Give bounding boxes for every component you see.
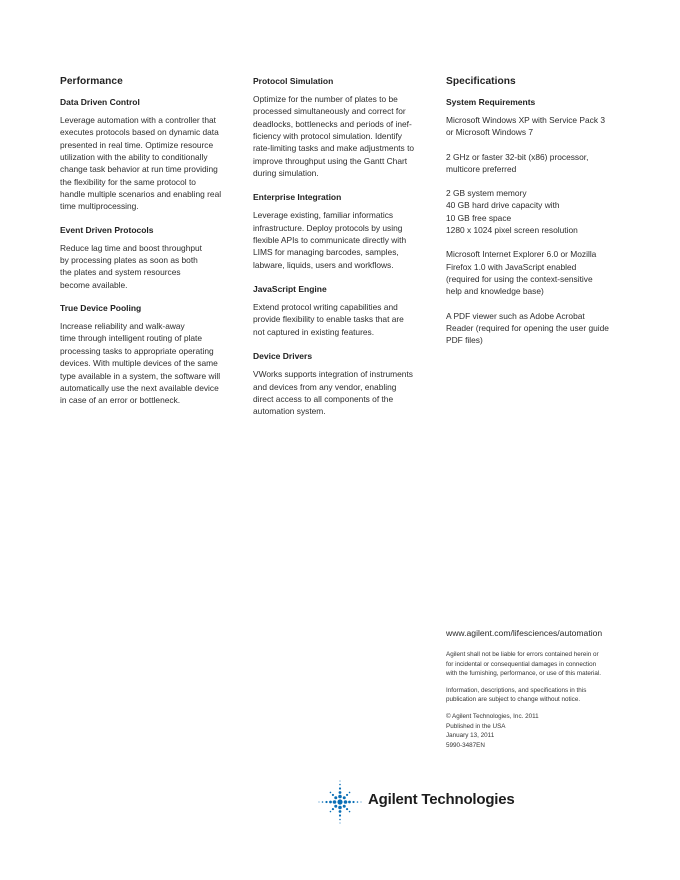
specifications-title: Specifications: [446, 76, 516, 87]
device-drivers-text: VWorks supports integration of instruments and devices from any vendor, enabling direct access to all components of the automation system.: [253, 369, 413, 417]
event-driven-protocols-heading: Event Driven Protocols: [60, 224, 154, 235]
javascript-engine-text: Extend protocol writing capabilities and provide flexibility to enable tasks that are not captured in existing features.: [253, 302, 404, 337]
true-device-pooling-heading: True Device Pooling: [60, 303, 142, 314]
true-device-pooling-text: Increase reliability and walk-away time through intelligent routing of plate processing tasks to appropriate operating devices. With multiple devices of the same type available in a system, the software will automatically use the next available device in case of an error or bottleneck.: [60, 321, 221, 406]
event-driven-protocols-text: Reduce lag time and boost throughput by processing plates as soon as both the plates and system resources become available.: [60, 242, 203, 290]
protocol-simulation-heading: Protocol Simulation: [253, 76, 334, 86]
disclaimer: Agilent shall not be liable for errors contained herein or for incidental or consequential damages in connection with the furnishing, performance, or use of this material.: [446, 651, 602, 678]
footer: [446, 628, 646, 757]
specifications-column: [446, 74, 626, 358]
agilent-logo: [318, 780, 548, 824]
device-drivers-heading: Device Drivers: [253, 351, 313, 362]
protocol-simulation-text: Optimize for the number of plates to be processed simultaneously and correct for deadlocks, bottlenecks and periods of inef- ficiency with protocol simulation. Identify rate-limiting tasks and make adjustments to improve throughput using the Gantt Chart during simulation.: [253, 94, 415, 179]
performance-title: Performance: [60, 76, 123, 87]
enterprise-integration-heading: Enterprise Integration: [253, 192, 342, 203]
req-browser: Microsoft Internet Explorer 6.0 or Mozilla Firefox 1.0 with JavaScript enabled (required for using the context-sensitive help and knowledge base): [446, 249, 597, 297]
website-link[interactable]: www.agilent.com/lifesciences/automation: [446, 628, 603, 638]
copyright: © Agilent Technologies, Inc. 2011 Published in the USA January 13, 2011 5990-3487EN: [446, 712, 539, 749]
agilent-spark-icon: [318, 780, 362, 824]
enterprise-integration-text: Leverage existing, familiar informatics infrastructure. Deploy protocols by using flexible APIs to communicate directly with LIMS for managing barcodes, samples, labware, liquids, users and workflows.: [253, 210, 407, 270]
req-os: Microsoft Windows XP with Service Pack 3 or Microsoft Windows 7: [446, 115, 606, 138]
req-pdf-viewer: A PDF viewer such as Adobe Acrobat Reader (required for opening the user guide PDF files): [446, 310, 609, 346]
system-requirements-heading: System Requirements: [446, 97, 536, 107]
req-processor: 2 GHz or faster 32-bit (x86) processor, multicore preferred: [446, 151, 589, 174]
req-memory: 2 GB system memory 40 GB hard drive capacity with 10 GB free space 1280 x 1024 pixel screen resolution: [446, 188, 578, 236]
performance-column: [60, 74, 235, 419]
features-column: [253, 76, 428, 430]
logo-text: Agilent Technologies: [368, 791, 515, 808]
change-notice: Information, descriptions, and specifications in this publication are subject to change without notice.: [446, 686, 587, 704]
javascript-engine-heading: JavaScript Engine: [253, 284, 327, 295]
data-driven-control-text: Leverage automation with a controller that executes protocols based on dynamic data presented in real time. Optimize resource utilization with the ability to conditionally change task behavior at run time providing the flexibility for the same protocol to handle multiple scenarios and enabling real time multiprocessing.: [60, 115, 222, 212]
data-driven-control-heading: Data Driven Control: [60, 97, 140, 107]
